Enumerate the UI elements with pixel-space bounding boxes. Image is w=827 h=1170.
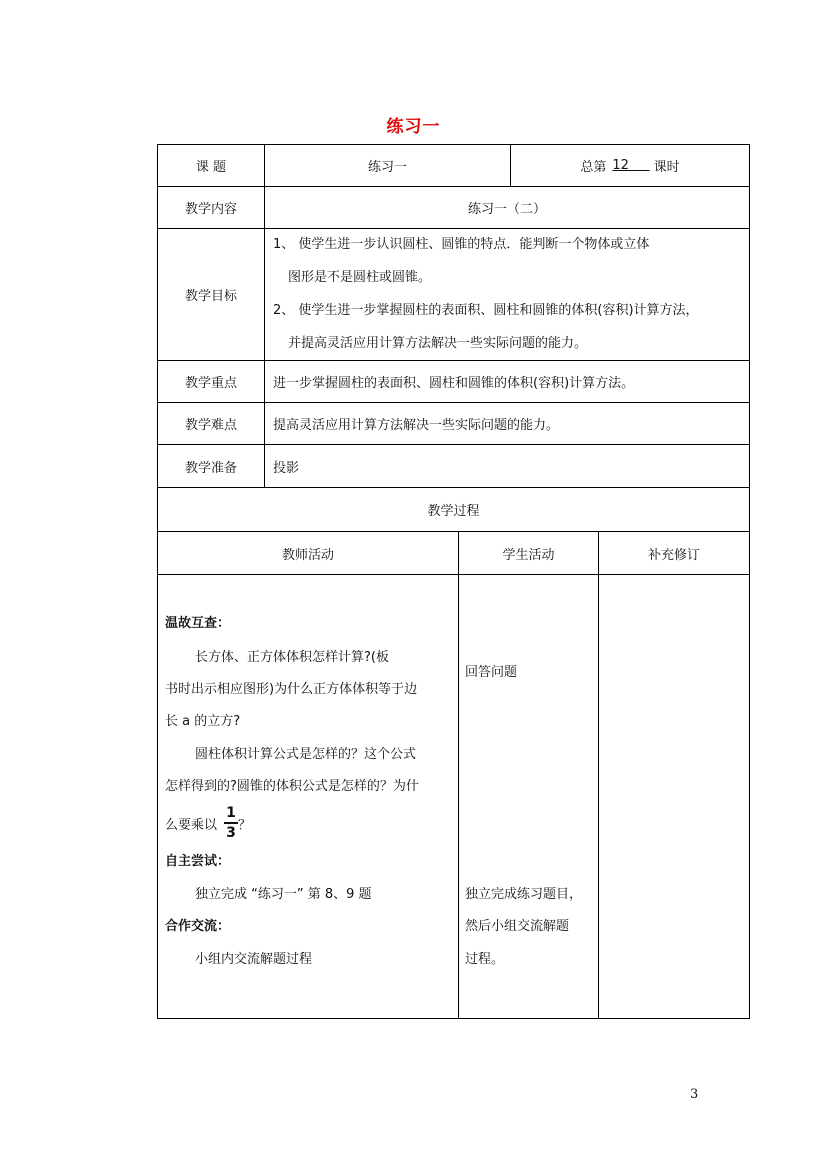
review-text-line-6-prefix: 么要乘以	[165, 818, 218, 833]
total-number: 12	[612, 158, 629, 173]
cooperation-text: 小组内交流解题过程	[195, 952, 313, 967]
self-try-heading: 自主尝试：	[165, 854, 231, 869]
review-text-line-6-suffix: ？	[238, 818, 252, 833]
review-text-line-5: 怎样得到的?圆锥的体积公式是怎样的？为什	[165, 779, 419, 794]
one-third-fraction	[224, 805, 238, 841]
student-text-line-2: 然后小组交流解题	[465, 919, 570, 934]
goals-line-2: 图形是不是圆柱或圆锥。	[288, 270, 432, 285]
goals-line-4: 并提高灵活应用计算方法解决一些实际问题的能力。	[288, 336, 588, 351]
total-suffix: 课时	[653, 160, 680, 175]
goals-line-3: 2、 使学生进一步掌握圆柱的表面积、圆柱和圆锥的体积(容积)计算方法，	[273, 303, 699, 318]
page-title: 练习一	[386, 117, 441, 137]
teacher-column-header: 教师活动	[281, 547, 334, 563]
page-number: 3	[690, 1087, 699, 1102]
student-column-header: 学生活动	[502, 547, 555, 563]
student-text-line-1: 独立完成练习题目，	[465, 887, 583, 902]
review-text-line-1: 长方体、正方体体积怎样计算?(板	[195, 650, 389, 665]
difficulty-label: 教学难点	[184, 418, 237, 433]
total-prefix: 总第	[580, 160, 607, 175]
content-label: 教学内容	[184, 202, 237, 217]
review-text-line-2: 书时出示相应图形)为什么正方体体积等于边	[165, 682, 418, 697]
content-value: 练习一（二）	[467, 202, 546, 217]
goals-label: 教学目标	[184, 289, 237, 304]
topic-label: 课 题	[195, 160, 227, 175]
col-divider	[598, 531, 599, 1019]
review-heading: 温故互查：	[165, 616, 231, 631]
lesson-plan-table	[157, 144, 750, 1019]
row-divider	[158, 574, 749, 575]
fraction-denominator: 3	[226, 824, 236, 841]
fraction-numerator: 1	[226, 805, 236, 821]
revision-column-header: 补充修订	[647, 547, 700, 563]
key-point-label: 教学重点	[184, 376, 237, 391]
review-text-line-4: 圆柱体积计算公式是怎样的？这个公式	[195, 747, 417, 762]
cooperation-heading: 合作交流：	[165, 919, 231, 934]
self-try-text: 独立完成 “练习一” 第 8、9 题	[195, 887, 372, 902]
student-text-line-3: 过程。	[465, 952, 505, 967]
key-point-value: 进一步掌握圆柱的表面积、圆柱和圆锥的体积(容积)计算方法。	[273, 376, 635, 391]
topic-value: 练习一	[367, 160, 407, 175]
total-lessons	[511, 145, 749, 186]
goals-line-1: 1、 使学生进一步认识圆柱、圆锥的特点．能判断一个物体或立体	[273, 237, 650, 252]
fraction-bar	[224, 822, 238, 824]
prep-value: 投影	[273, 460, 300, 476]
process-label: 教学过程	[427, 504, 480, 519]
review-text-line-3: 长 a 的立方?	[165, 714, 241, 729]
prep-label: 教学准备	[184, 460, 237, 476]
difficulty-value: 提高灵活应用计算方法解决一些实际问题的能力。	[273, 418, 560, 433]
col-divider	[458, 531, 459, 1019]
student-answer: 回答问题	[465, 665, 518, 680]
